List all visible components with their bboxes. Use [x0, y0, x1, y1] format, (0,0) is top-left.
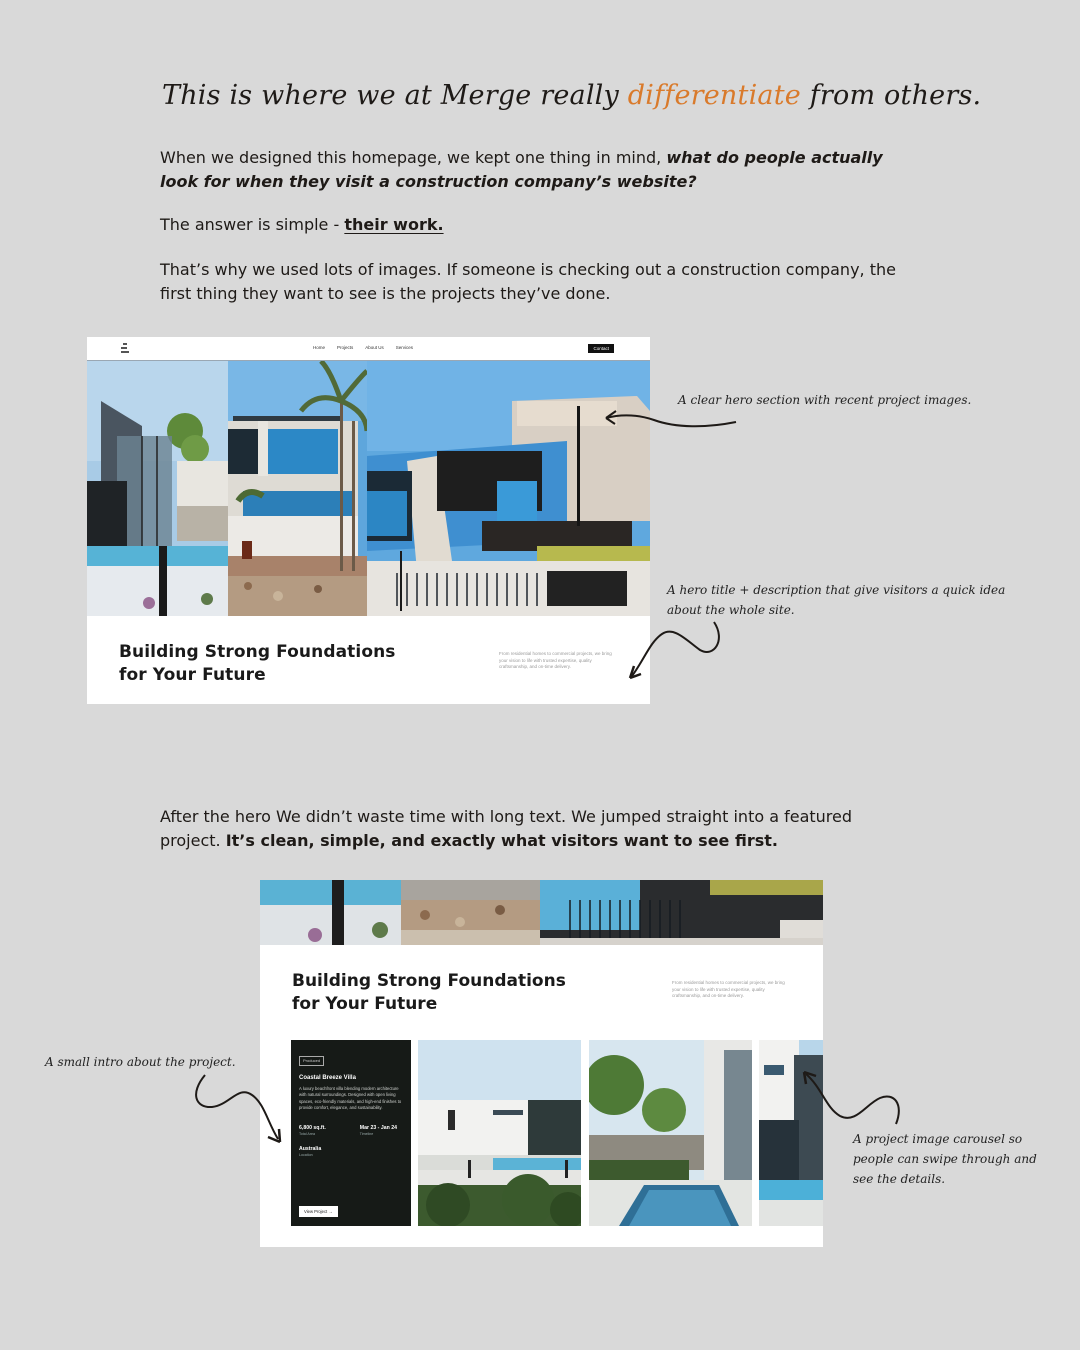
headline-accent: differentiate: [627, 80, 801, 111]
hero-title-line-1: Building Strong Foundations: [119, 642, 396, 662]
stat-area: [299, 1125, 326, 1136]
hero-image-collage: [87, 361, 650, 616]
hero-image-1: [87, 361, 228, 616]
view-project-button[interactable]: View Project →: [299, 1206, 338, 1217]
stat-timeline-label: Timeline: [359, 1132, 374, 1137]
hero-title: [119, 641, 396, 687]
carousel-image-1[interactable]: [418, 1040, 581, 1226]
nav-services[interactable]: Services: [395, 345, 414, 350]
arrow-icon: [596, 402, 741, 438]
annotation-hero-images: A clear hero section with recent project images.: [678, 393, 972, 407]
villa-pool-image: [418, 1040, 581, 1226]
mockup-navbar: [87, 337, 650, 361]
wavy-arrow-icon: [800, 1068, 905, 1128]
hero-image-2: [228, 361, 367, 616]
nav-projects[interactable]: Projects: [337, 345, 354, 350]
featured-title: [292, 970, 566, 1016]
intro-paragraph-3: That’s why we used lots of images. If someone is checking out a construction company, the first thing they want to see is the projects they’ve done.: [160, 260, 896, 303]
stat-location-value: Australia: [299, 1146, 322, 1153]
featured-description: From residential homes to commercial projects, we bring your vision to life with trusted expertise, quality craftsmanship, and on-time delivery.: [672, 980, 785, 998]
their-work-link[interactable]: their work.: [344, 215, 444, 234]
nav-home[interactable]: Home: [313, 345, 326, 350]
stat-area-label: Total Area: [299, 1132, 315, 1137]
status-badge: Produced: [299, 1056, 324, 1066]
project-stats: [299, 1125, 403, 1136]
contact-button[interactable]: Contact: [588, 344, 614, 353]
project-description: A luxury beachfront villa blending modern architecture with natural surroundings. Designed with open living spaces, eco-friendly materials, and high-end finishes to provide comfort, elegance, and sustainability.: [299, 1086, 402, 1110]
wavy-arrow-icon: [622, 620, 727, 682]
intro-paragraph-1: [160, 146, 920, 194]
stat-timeline-value: Mar 23 - Jan 24: [359, 1125, 397, 1132]
hero-image-3: [367, 361, 650, 616]
hero-description: From residential homes to commercial projects, we bring your vision to life with trusted expertise, quality craftsmanship, and on-time delivery.: [499, 651, 612, 669]
headline: [162, 80, 981, 111]
annotation-project-intro: A small intro about the project.: [45, 1055, 236, 1069]
intro-emphasis: what do people actually look for when they visit a construction company’s website?: [160, 148, 883, 191]
featured-paragraph: [160, 805, 880, 853]
stat-location: [299, 1146, 403, 1157]
headline-text: This is where we at Merge really: [162, 80, 628, 111]
stat-location-label: Location: [299, 1153, 313, 1158]
hero-strip-image: [260, 880, 823, 945]
featured-text: After the hero We didn’t waste time with long text. We jumped straight into a featured project.: [160, 807, 853, 850]
garden-pool-image: [589, 1040, 752, 1226]
project-intro-card: [291, 1040, 411, 1226]
intro-paragraph-2: [160, 213, 920, 237]
modern-house-image: [367, 361, 650, 616]
headline-text-end: from others.: [800, 80, 982, 111]
featured-emphasis: It’s clean, simple, and exactly what visitors want to see first.: [225, 831, 778, 850]
featured-title-line-2: for Your Future: [292, 994, 438, 1014]
featured-project-mockup: [260, 880, 823, 1247]
annotation-hero-title: A hero title + description that give visitors a quick idea about the whole site.: [667, 583, 1006, 617]
intro-text: When we designed this homepage, we kept one thing in mind,: [160, 148, 667, 167]
stat-area-value: 6,800 sq.ft.: [299, 1125, 326, 1132]
answer-text: The answer is simple -: [160, 215, 345, 234]
hero-mockup: [87, 337, 650, 704]
annotation-carousel: A project image carousel so people can swipe through and see the details.: [853, 1132, 1037, 1186]
wavy-arrow-icon: [190, 1073, 285, 1145]
project-title: Coastal Breeze Villa: [299, 1075, 356, 1081]
stat-timeline: [360, 1125, 397, 1136]
featured-title-line-1: Building Strong Foundations: [292, 971, 566, 991]
palm-house-image: [228, 361, 367, 616]
nav-about[interactable]: About Us: [365, 345, 384, 350]
hero-title-line-2: for Your Future: [119, 665, 266, 685]
glass-house-image: [87, 361, 228, 616]
hero-image-strip: [260, 880, 823, 945]
nav-links: [313, 345, 413, 350]
logo-icon: [121, 343, 129, 353]
carousel-image-2[interactable]: [589, 1040, 752, 1226]
